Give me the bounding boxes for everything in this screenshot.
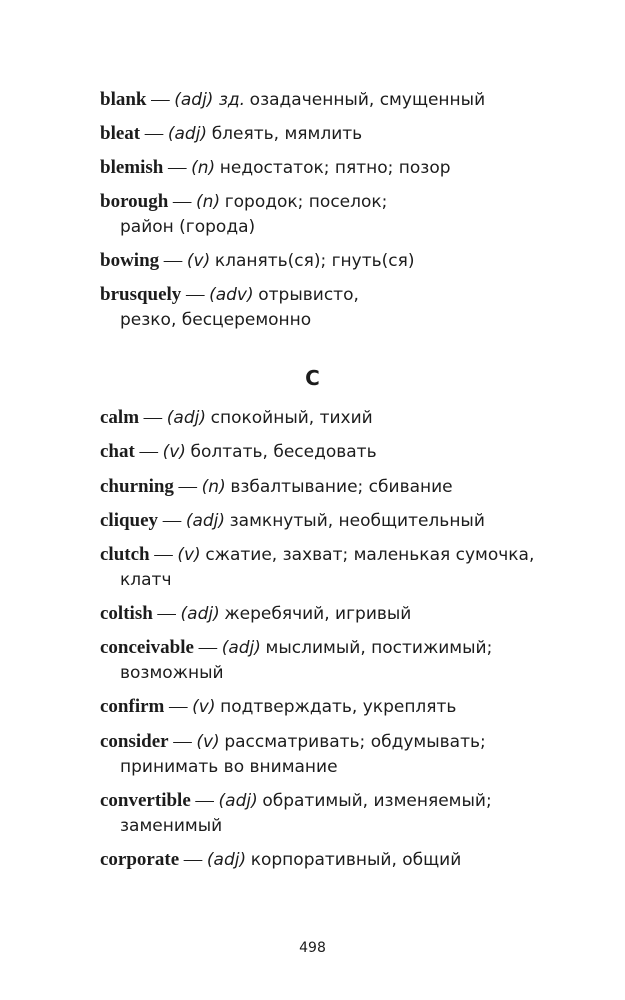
entry-definition-continued: заменимый bbox=[120, 816, 223, 836]
entry-coltish bbox=[100, 601, 520, 627]
entry-dash: — bbox=[195, 791, 214, 811]
entry-dash: — bbox=[185, 285, 205, 305]
entry-definition: городок; поселок; bbox=[224, 192, 388, 212]
entry-bleat bbox=[100, 121, 520, 147]
entry-definition: спокойный, тихий bbox=[210, 408, 373, 428]
entry-dash: — bbox=[169, 697, 188, 717]
entry-pos: (v) bbox=[162, 442, 186, 462]
entry-dash: — bbox=[151, 90, 170, 110]
entry-dash: — bbox=[163, 251, 183, 271]
entry-conceivable bbox=[100, 635, 520, 686]
entry-dash: — bbox=[154, 545, 173, 565]
entry-definition: жеребячий, игривый bbox=[224, 604, 412, 624]
entry-convertible bbox=[100, 788, 520, 839]
entry-word: churning bbox=[100, 476, 174, 497]
entry-cliquey bbox=[100, 508, 520, 534]
entry-word: borough bbox=[100, 191, 169, 212]
entry-word: consider bbox=[100, 731, 169, 752]
entry-word: brusquely bbox=[100, 284, 182, 305]
entry-dash: — bbox=[143, 408, 163, 428]
entry-dash: — bbox=[157, 604, 176, 624]
entry-word: blank bbox=[100, 89, 147, 110]
entry-dash: — bbox=[162, 511, 182, 531]
entry-word: confirm bbox=[100, 696, 165, 717]
entry-definition: болтать, беседовать bbox=[190, 442, 377, 462]
entry-word: cliquey bbox=[100, 510, 159, 531]
entry-dash: — bbox=[183, 850, 203, 870]
entry-definition: обратимый, изменяемый; bbox=[262, 791, 492, 811]
entry-definition-continued: клатч bbox=[120, 570, 172, 590]
entry-dash: — bbox=[144, 124, 164, 144]
entry-dash: — bbox=[172, 192, 192, 212]
entry-pos: (v) bbox=[186, 251, 211, 271]
entry-definition: корпоративный, общий bbox=[250, 850, 462, 870]
entry-dash: — bbox=[173, 732, 192, 752]
entry-word: corporate bbox=[100, 849, 180, 870]
entry-word: calm bbox=[100, 407, 140, 428]
entry-corporate bbox=[100, 847, 520, 873]
entry-definition: рассматривать; обдумывать; bbox=[224, 732, 486, 752]
entry-dash: — bbox=[139, 442, 158, 462]
entry-pos: (adj) bbox=[221, 638, 261, 658]
entry-definition: замкнутый, необщительный bbox=[229, 511, 485, 531]
entry-definition: отрывисто, bbox=[258, 285, 359, 305]
entry-word: clutch bbox=[100, 544, 150, 565]
entry-dash: — bbox=[167, 158, 187, 178]
entry-definition: мыслимый, постижимый; bbox=[265, 638, 493, 658]
entry-pos: (adj) bbox=[206, 850, 247, 870]
entry-definition: кланять(ся); гнуть(ся) bbox=[214, 251, 415, 271]
page-number: 498 bbox=[299, 940, 326, 956]
entry-definition-continued: район (города) bbox=[120, 217, 256, 237]
entry-bowing bbox=[100, 248, 520, 274]
entry-confirm bbox=[100, 694, 520, 720]
entry-blemish bbox=[100, 155, 520, 181]
entry-definition-continued: принимать во внимание bbox=[120, 757, 338, 777]
entry-pos: (adj) bbox=[185, 511, 226, 531]
entry-pos: (adv) bbox=[209, 285, 254, 305]
entry-word: chat bbox=[100, 441, 135, 462]
entry-pos: (v) bbox=[196, 732, 220, 752]
entry-definition: недостаток; пятно; позор bbox=[219, 158, 451, 178]
entry-pos: (n) bbox=[201, 477, 226, 497]
entry-definition: блеять, мямлить bbox=[211, 124, 363, 144]
entry-definition: взбалтывание; сбивание bbox=[230, 477, 453, 497]
entry-borough bbox=[100, 189, 520, 240]
entry-definition: озадаченный, смущенный bbox=[249, 90, 486, 110]
entry-dash: — bbox=[198, 638, 218, 658]
entry-pos: (adj) bbox=[166, 408, 206, 428]
entry-brusquely bbox=[100, 282, 520, 333]
entry-word: conceivable bbox=[100, 637, 194, 658]
entry-chat bbox=[100, 439, 520, 465]
entry-clutch bbox=[100, 542, 535, 593]
entry-definition-continued: возможный bbox=[120, 663, 224, 683]
entry-pos: (v) bbox=[177, 545, 201, 565]
entry-definition: сжатие, захват; маленькая сумочка, bbox=[205, 545, 535, 565]
entry-pos: (adj) bbox=[218, 791, 258, 811]
entry-pos: (adj) bbox=[167, 124, 208, 144]
entry-word: blemish bbox=[100, 157, 164, 178]
entry-calm bbox=[100, 405, 520, 431]
entry-blank bbox=[100, 87, 520, 113]
entry-pos: (adj) bbox=[180, 604, 220, 624]
entry-word: convertible bbox=[100, 790, 191, 811]
entry-pos: (n) bbox=[196, 192, 221, 212]
entry-churning bbox=[100, 474, 520, 500]
entry-dash: — bbox=[178, 477, 198, 497]
entry-consider bbox=[100, 729, 520, 780]
entry-word: bowing bbox=[100, 250, 160, 271]
entry-pos: (adj) зд. bbox=[174, 90, 246, 110]
entry-definition: подтверждать, укреплять bbox=[220, 697, 457, 717]
entry-pos: (v) bbox=[192, 697, 216, 717]
entry-word: bleat bbox=[100, 123, 141, 144]
entry-word: coltish bbox=[100, 603, 153, 624]
section-letter: C bbox=[305, 366, 320, 390]
entry-pos: (n) bbox=[191, 158, 216, 178]
entry-definition-continued: резко, бесцеремонно bbox=[120, 310, 312, 330]
